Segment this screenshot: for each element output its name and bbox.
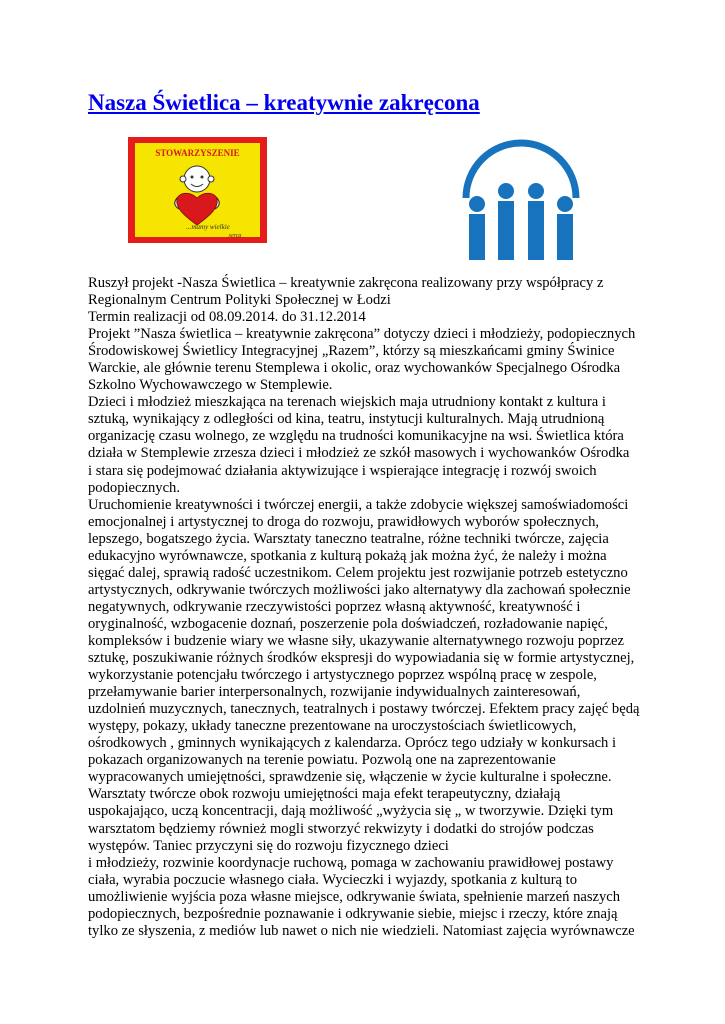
paragraph-line: działa w Stemplewie zrzesza dzieci i młodzież ze szkół masowych i wychowanków Ośrodka (88, 445, 630, 462)
paragraph-line: Termin realizacji od 08.09.2014. do 31.12.2014 (88, 309, 366, 326)
paragraph-line: ciała, wyrabia poczucie własnego ciała. Wycieczki i wyjazdy, spotkania z kulturą to (88, 871, 578, 888)
paragraph-line: wypracowanych umiejętności, sprawdzenie się, włączenie w życie kulturalne i społeczne. (88, 769, 612, 786)
paragraph-line: występy, pokazy, układy taneczne prezentowane na uroczystościach świetlicowych, (88, 718, 577, 735)
paragraph-line: sięgać dalej, sprawią radość uczestnikom. Celem projektu jest rozwijanie potrzeb estetyczno (88, 564, 628, 581)
paragraph-line: emocjonalnej i artystycznej to droga do rozwoju, prawidłowych wyborów społecznych, (88, 513, 600, 530)
paragraph-line: pokazach organizowanych na terenie powiatu. Pozwolą one na zaprezentowanie (88, 752, 556, 769)
paragraph-line: Projekt ”Nasza świetlica – kreatywnie zakręcona” dotyczy dzieci i młodzieży, podopiecznych (88, 326, 636, 343)
paragraph-line: Warckie, ale głównie terenu Stemplewa i okolic, oraz wychowanków Specjalnego Ośrodka (88, 360, 621, 377)
people-arc-logo (458, 128, 584, 260)
paragraph-line: oryginalność, wzbogacenie doznań, poszerzenie pola doświadczeń, rozładowanie napięć, (88, 615, 608, 632)
paragraph-line: uspokajająco, uczą koncentracji, dają możliwość „wyżycia się „ w tworzywie. Dzięki tym (88, 803, 614, 820)
paragraph-line: występów. Taniec przyczyni się do rozwoju fizycznego dzieci (88, 837, 449, 854)
paragraph-line: lepszego, bogatszego życia. Warsztaty taneczno teatralne, różne techniki twórcze, zajęcia (88, 530, 609, 547)
paragraph-line: edukacyjno wyrównawcze, spotkania z kulturą pokażą jak można żyć, że należy i można (88, 547, 607, 564)
paragraph-line: organizację czasu wolnego, ze względu na trudności komunikacyjne na wsi. Świetlica która (88, 428, 624, 445)
logo-arc (466, 143, 576, 198)
paragraph-line: negatywnych, odkrywanie rzeczywistości poprzez własną aktywność, kreatywność i (88, 598, 581, 615)
paragraph-line: kompleksów i budzenie wiary we własne siły, ukazywanie alternatywnego rozwoju poprzez (88, 632, 625, 649)
paragraph-line: i stara się podejmować działania aktywizujące i wspierające integrację i rozwój swoich (88, 462, 597, 479)
logo-bottom-text-2: serca (228, 233, 242, 239)
paragraph-line: podopiecznych, bezpośrednie poznawanie i odkrywanie siebie, miejsc i rzeczy, które znają (88, 905, 618, 922)
paragraph-line: Szkolno Wychowawczego w Stemplewie. (88, 377, 333, 394)
paragraph-line: i młodzieży, rozwinie koordynacje ruchową, pomaga w zachowaniu prawidłowej postawy (88, 854, 614, 871)
paragraph-line: przełamywanie barier interpersonalnych, rozwijanie indywidualnych zainteresowań, (88, 684, 581, 701)
paragraph-line: podopiecznych. (88, 479, 180, 496)
paragraph-line: Warsztaty twórcze obok rozwoju umiejętności maja efekt terapeutyczny, działają (88, 786, 561, 803)
logo-top-text: STOWARZYSZENIE (155, 148, 240, 158)
paragraph-line: sztukę, poszukiwanie różnych środków ekspresji do wypowiadania się w formie artystycznej, (88, 650, 635, 667)
paragraph-line: warsztatom będziemy również mogli stworzyć rekwizyty i dodatki do strojów podczas (88, 820, 594, 837)
paragraph-line: Regionalnym Centrum Polityki Społecznej w Łodzi (88, 292, 391, 309)
paragraph-line: artystycznych, odkrywanie twórczych możliwości jako alternatywy dla zachowań społecznie (88, 581, 631, 598)
paragraph-line: umożliwienie wyjścia poza własne miejsce, odkrywanie świata, spełnienie marzeń naszych (88, 888, 621, 905)
paragraph-line: tylko ze słyszenia, z mediów lub nawet o nich nie wiedzieli. Natomiast zajęcia wyrównawcze (88, 922, 635, 939)
paragraph-line: Uruchomienie kreatywności i twórczej energii, a także zdobycie większej samoświadomości (88, 496, 629, 513)
paragraph-line: Ruszył projekt -Nasza Świetlica – kreatywnie zakręcona realizowany przy współpracy z (88, 275, 604, 291)
paragraph-line: sztuką, wynikający z odległości od kina, teatru, instytucji kulturalnych. Mają utrudnioną (88, 411, 605, 428)
paragraph-line: Dzieci i młodzież mieszkająca na terenach wiejskich maja utrudniony kontakt z kultura i (88, 394, 606, 411)
paragraph-line: Środowiskowej Świetlicy Integracyjnej „Razem”, którzy są mieszkańcami gminy Świnice (88, 343, 615, 360)
paragraph-line: uzdolnień muzycznych, tanecznych, teatralnych i postawy twórczej. Efektem pracy zajęć będą (88, 701, 640, 718)
logo-bottom-text-1: ...mamy wielkie (186, 223, 230, 231)
article-body (88, 275, 648, 940)
logo-figure-head (184, 166, 210, 192)
page-title[interactable]: Nasza Świetlica – kreatywnie zakręcona (88, 90, 480, 115)
logo-figures (469, 183, 573, 260)
paragraph-line: ośrodkowych , gminnych wynikających z kalendarza. Oprócz tego udziały w konkursach i (88, 735, 617, 752)
paragraph-line: wykorzystanie potencjału twórczego i artystycznego poprzez wspólną pracę w zespole, (88, 667, 597, 684)
stowarzyszenie-logo (128, 137, 267, 243)
